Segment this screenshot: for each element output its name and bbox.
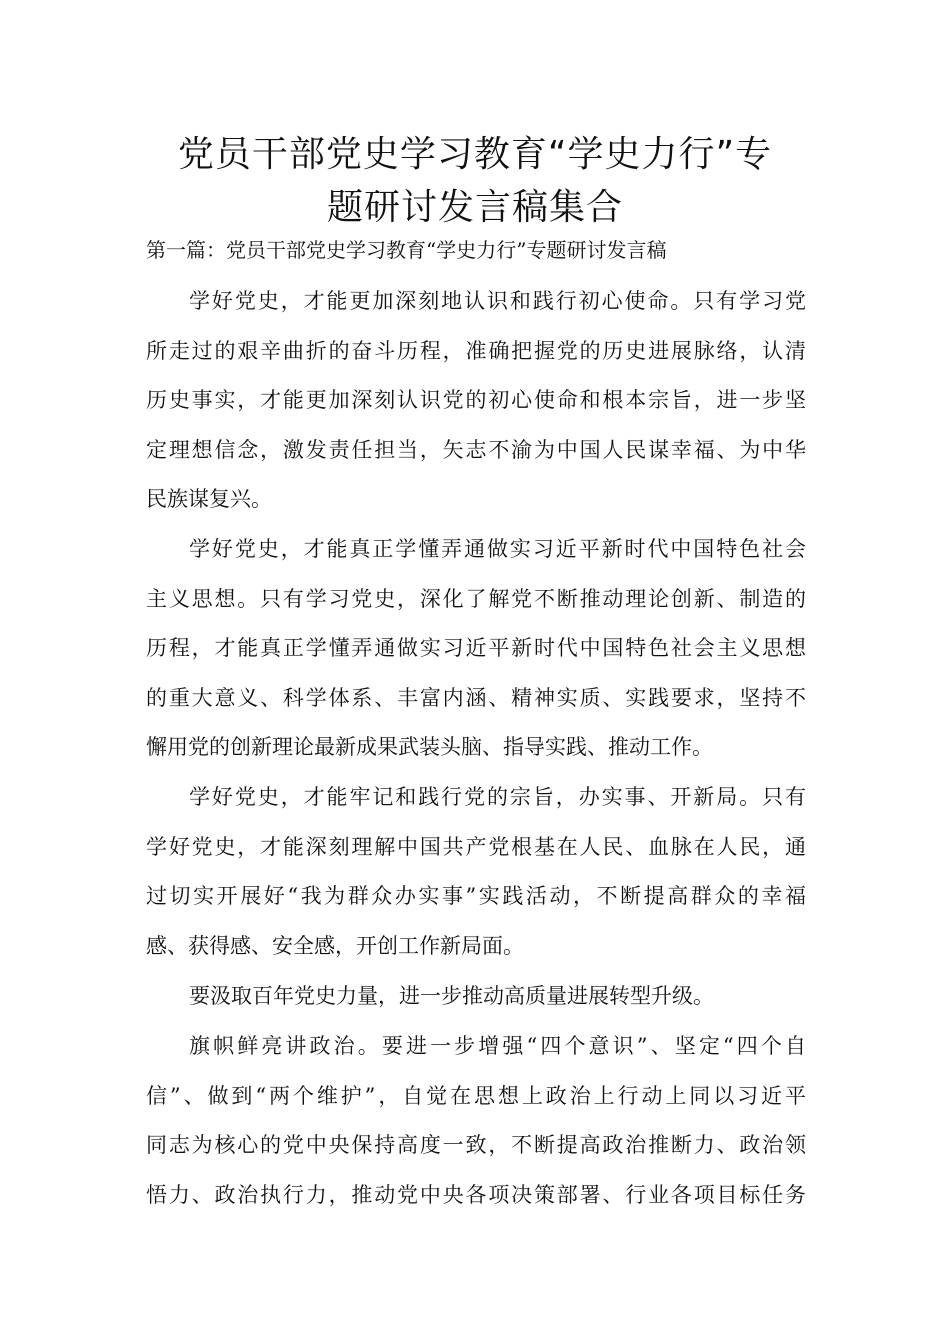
paragraph-2 (146, 533, 806, 781)
text-line: 过切实开展好“我为群众办实事”实践活动，不断提高群众的幸福 (146, 884, 806, 908)
text-line: 要汲取百年党史力量，进一步推动高质量进展转型升级。 (189, 984, 714, 1008)
text-line: 同志为核心的党中央保持高度一致，不断提高政治推断力、政治领 (146, 1133, 806, 1157)
title-line: 题研讨发言稿集合 (326, 187, 623, 228)
paragraph-3 (146, 781, 806, 979)
text-line: 学好党史，才能深刻理解中国共产党根基在人民、血脉在人民，通 (146, 834, 806, 859)
paragraph-1 (146, 285, 806, 533)
paragraph-4 (146, 980, 806, 1030)
document-title (120, 128, 830, 234)
text-line: 的重大意义、科学体系、丰富内涵、精神实质、实践要求，坚持不 (146, 685, 806, 710)
text-line: 悟力、政治执行力，推动党中央各项决策部署、行业各项目标任务 (146, 1182, 806, 1207)
section-heading: 第一篇：党员干部党史学习教育“学史力行”专题研讨发言稿 (146, 238, 667, 262)
text-line: 历史事实，才能更加深刻认识党的初心使命和根本宗旨，进一步坚 (146, 388, 806, 412)
text-line: 历程，才能真正学懂弄通做实习近平新时代中国特色社会主义思想 (146, 636, 806, 660)
title-line: 党员干部党史学习教育“学史力行”专 (177, 134, 773, 175)
text-line: 旗帜鲜亮讲政治。要进一步增强“四个意识”、坚定“四个自 (189, 1034, 806, 1058)
text-line: 所走过的艰辛曲折的奋斗历程，准确把握党的历史进展脉络，认清 (146, 338, 806, 363)
text-line: 民族谋复兴。 (146, 487, 272, 511)
text-line: 主义思想。只有学习党史，深化了解党不断推动理论创新、制造的 (146, 586, 806, 611)
text-line: 学好党史，才能真正学懂弄通做实习近平新时代中国特色社会 (189, 537, 806, 561)
text-line: 定理想信念，激发责任担当，矢志不渝为中国人民谋幸福、为中华 (146, 437, 806, 462)
text-line: 感、获得感、安全感，开创工作新局面。 (146, 933, 524, 958)
text-line: 学好党史，才能牢记和践行党的宗旨，办实事、开新局。只有 (189, 785, 806, 809)
text-line: 信”、做到“两个维护”，自觉在思想上政治上行动上同以习近平 (146, 1083, 806, 1108)
text-line: 学好党史，才能更加深刻地认识和践行初心使命。只有学习党 (189, 289, 806, 313)
text-line: 懈用党的创新理论最新成果武装头脑、指导实践、推动工作。 (146, 735, 713, 759)
paragraph-5 (146, 1030, 806, 1228)
